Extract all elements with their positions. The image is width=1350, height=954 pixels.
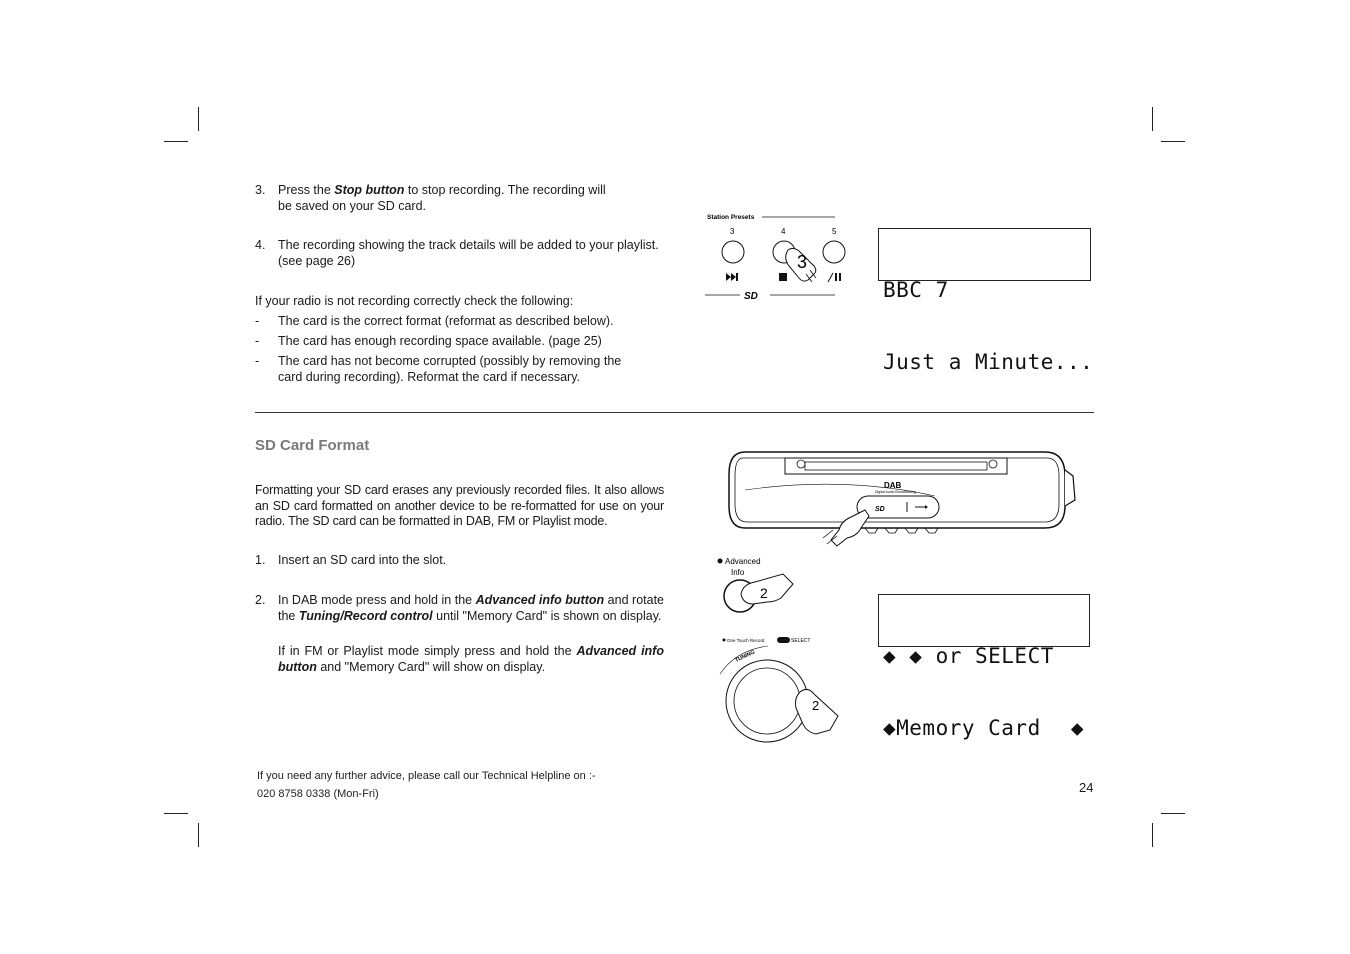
lcd-display <box>878 228 1094 374</box>
play-pause-icon <box>828 273 841 282</box>
tuning-control-illustration <box>716 634 846 749</box>
tuning-knob-inner <box>734 668 800 734</box>
dab-logo: DAB <box>884 481 902 490</box>
format-step-2-b2: and "Memory Card" will show on display. <box>316 659 546 674</box>
format-step-2-b1: If in FM or Playlist mode simply press and hold the <box>278 644 577 658</box>
section-title: SD Card Format <box>255 437 370 454</box>
step-4-line-1: The recording showing the track details will be added to your playlist. <box>278 238 659 252</box>
radio-handle <box>1065 470 1075 506</box>
format-step-2-note <box>278 644 664 675</box>
presets-label: Station Presets <box>707 214 755 221</box>
crop-mark <box>1152 823 1153 847</box>
radio-top-illustration <box>725 446 1080 550</box>
tuning-record-control-term: Tuning/Record control <box>298 608 433 623</box>
format-step-2-text <box>278 593 664 624</box>
advanced-info-illustration <box>713 554 803 618</box>
select-icon <box>777 637 790 643</box>
step-number: 1. <box>255 553 266 567</box>
station-presets-illustration <box>700 210 850 305</box>
one-touch-record-label: One Touch Record <box>727 638 765 643</box>
format-step-1-text: Insert an SD card into the slot. <box>278 553 447 567</box>
lcd-line-text: ◆Memory Card <box>883 716 1041 740</box>
footer-helpline <box>257 767 596 803</box>
helpline-number: 020 8758 0338 (Mon-Fri) <box>257 788 379 800</box>
crop-mark <box>1152 107 1153 131</box>
advanced-info-button-term: Advanced info button <box>278 644 664 674</box>
preset-number: 5 <box>832 227 837 236</box>
finger-step-number: 2 <box>760 585 768 601</box>
helpline-text: If you need any further advice, please call our Technical Helpline on :- <box>257 770 596 782</box>
tuning-label: TUNING <box>734 649 756 664</box>
skip-forward-icon <box>726 273 738 281</box>
crop-mark <box>1161 141 1185 142</box>
check-item <box>278 354 664 385</box>
lcd-line: Just a Minute... <box>883 350 1094 374</box>
lcd-display <box>878 594 1090 740</box>
format-step-2-a3: until "Memory Card" is shown on display. <box>432 608 662 623</box>
arrow-right-icon: ◆ <box>1070 716 1084 740</box>
stop-icon <box>779 273 787 281</box>
sd-slot-logo: SD <box>875 506 885 513</box>
crop-mark <box>1161 813 1185 814</box>
select-label: SELECT <box>791 638 811 644</box>
preset-number: 3 <box>730 227 735 236</box>
info-label: Info <box>731 568 745 577</box>
check-item: The card has enough recording space available. (page 25) <box>278 334 602 348</box>
step-3-text-a: Press the <box>278 183 335 197</box>
preset-button <box>823 241 845 263</box>
finger-step-number: 2 <box>812 698 820 713</box>
step-3-text-c: be saved on your SD card. <box>278 198 426 213</box>
dab-subtitle: Digital Audio Broadcasting <box>875 490 916 494</box>
advanced-info-button-term: Advanced info button <box>475 593 605 607</box>
check-item-line-1: The card has not become corrupted (possibly by removing the <box>278 354 622 368</box>
step-number: 3. <box>255 183 266 197</box>
crop-mark <box>198 107 199 131</box>
list-dash: - <box>255 354 260 368</box>
crop-mark <box>164 813 188 814</box>
sd-logo: SD <box>744 291 758 302</box>
list-dash: - <box>255 314 260 328</box>
stop-button-term: Stop button <box>334 183 405 197</box>
format-step-2-a2: and rotate the <box>278 593 664 623</box>
bullet-dot <box>723 639 726 642</box>
step-number: 4. <box>255 238 266 252</box>
format-paragraph: Formatting your SD card erases any previously recorded files. It also allows an SD card formatted on another device to be re-formatted for use on your radio. The SD card can be formatted in DAB, FM or Playlist mode. <box>255 483 664 528</box>
page-number: 24 <box>1079 780 1094 795</box>
step-3-text <box>278 183 664 214</box>
preset-button <box>722 241 744 263</box>
checklist-intro: If your radio is not recording correctly check the following: <box>255 294 574 308</box>
check-item: The card is the correct format (reformat as described below). <box>278 314 614 328</box>
lcd-line: BBC 7 <box>883 278 949 302</box>
bullet-dot <box>718 559 723 564</box>
step-3-text-b: to stop recording. The recording will <box>404 183 606 197</box>
list-dash: - <box>255 334 260 348</box>
section-divider <box>255 412 1094 413</box>
step-number: 2. <box>255 593 266 607</box>
lcd-line <box>883 716 1085 740</box>
lcd-line: ◆ ◆ or SELECT <box>883 644 1054 668</box>
preset-number: 4 <box>781 227 786 236</box>
crop-mark <box>164 141 188 142</box>
step-4-line-2: (see page 26) <box>278 253 356 268</box>
step-4-text <box>278 238 678 269</box>
check-item-line-2: card during recording). Reformat the card if necessary. <box>278 369 580 384</box>
advanced-label: Advanced <box>725 557 761 566</box>
crop-mark <box>198 823 199 847</box>
format-step-2-a1: In DAB mode press and hold in the <box>278 593 476 607</box>
finger-step-number: 3 <box>797 252 808 272</box>
antenna <box>805 462 987 470</box>
